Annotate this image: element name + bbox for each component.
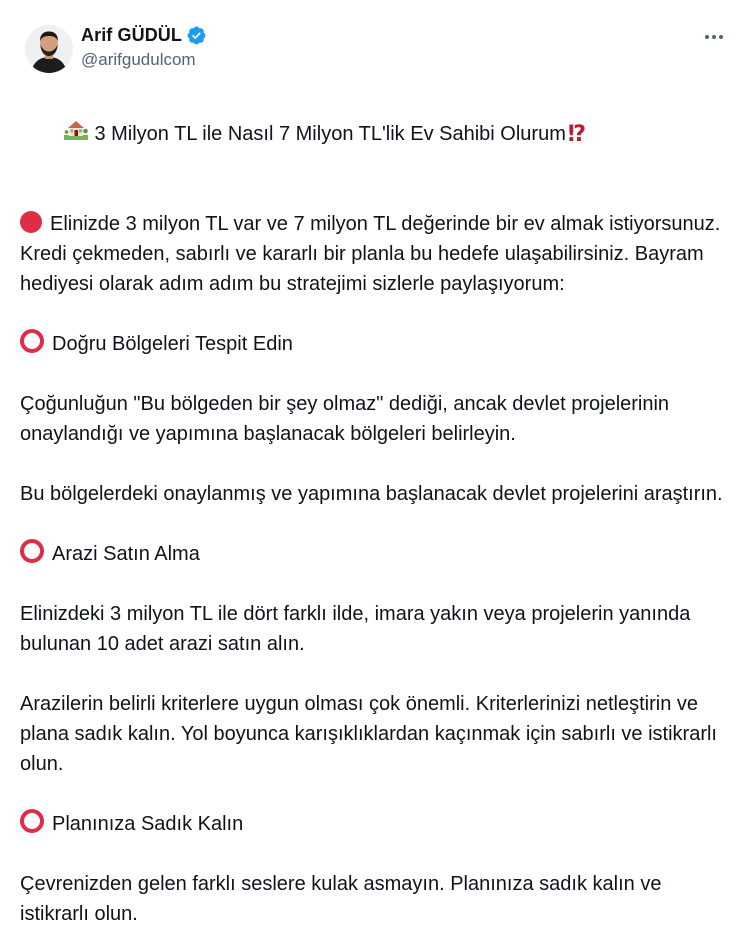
- exclamation-question-mark-icon: ⁉: [567, 120, 587, 146]
- section-heading-text: Doğru Bölgeleri Tespit Edin: [52, 333, 293, 355]
- section-heading-text: Planınıza Sadık Kalın: [52, 813, 244, 835]
- hollow-red-circle-icon: [20, 329, 44, 353]
- section-heading-1: [20, 329, 732, 359]
- more-options-button[interactable]: [701, 26, 727, 48]
- section-3-paragraph-1: Çevrenizden gelen farklı seslere kulak asmayın. Planınıza sadık kalın ve istikrarlı olun.: [20, 873, 667, 925]
- house-with-garden-icon: [20, 88, 88, 179]
- author-handle[interactable]: @arifgudulcom: [81, 50, 196, 69]
- author-names: [81, 22, 207, 70]
- intro-text: Elinizde 3 milyon TL var ve 7 milyon TL değerinde bir ev almak istiyorsunuz. Kredi çekmeden, sabırlı ve kararlı bir planla bu hedefe ulaşabilirsiniz. Bayram hediyesi olarak adım adım bu stratejimi sizlerle paylaşıyorum:: [20, 213, 726, 295]
- hollow-red-circle-icon: [20, 539, 44, 563]
- red-circle-icon: [20, 211, 42, 233]
- hollow-red-circle-icon: [20, 809, 44, 833]
- section-heading-text: Arazi Satın Alma: [52, 543, 200, 565]
- section-heading-3: [20, 809, 732, 839]
- section-1-paragraph-2: Bu bölgelerdeki onaylanmış ve yapımına başlanacak devlet projelerini araştırın.: [20, 483, 723, 505]
- intro-paragraph: [20, 209, 732, 299]
- section-2-paragraph-2: Arazilerin belirli kriterlere uygun olması çok önemli. Kriterlerinizi netleştirin ve plana sadık kalın. Yol boyunca karışıklıklardan kaçınmak için sabırlı ve istikrarlı olun.: [20, 693, 723, 775]
- section-1-paragraph-1: Çoğunluğun "Bu bölgeden bir şey olmaz" dediği, ancak devlet projelerinin onaylandığı ve yapımına başlanacak bölgeleri belirleyin.: [20, 393, 675, 445]
- section-2-paragraph-1: Elinizdeki 3 milyon TL ile dört farklı ilde, imara yakın veya projelerin yanında bulunan 10 adet arazi satın alın.: [20, 603, 696, 655]
- tweet-header: [20, 20, 733, 76]
- tweet-text: [20, 88, 732, 929]
- tweet-title-line: [20, 88, 732, 179]
- verified-badge-icon: [186, 25, 207, 46]
- section-heading-2: [20, 539, 732, 569]
- avatar[interactable]: [25, 25, 73, 73]
- more-horizontal-icon: [704, 34, 724, 40]
- tweet-title: 3 Milyon TL ile Nasıl 7 Milyon TL'lik Ev Sahibi Olurum: [94, 122, 566, 145]
- author-display-name[interactable]: Arif GÜDÜL: [81, 24, 182, 45]
